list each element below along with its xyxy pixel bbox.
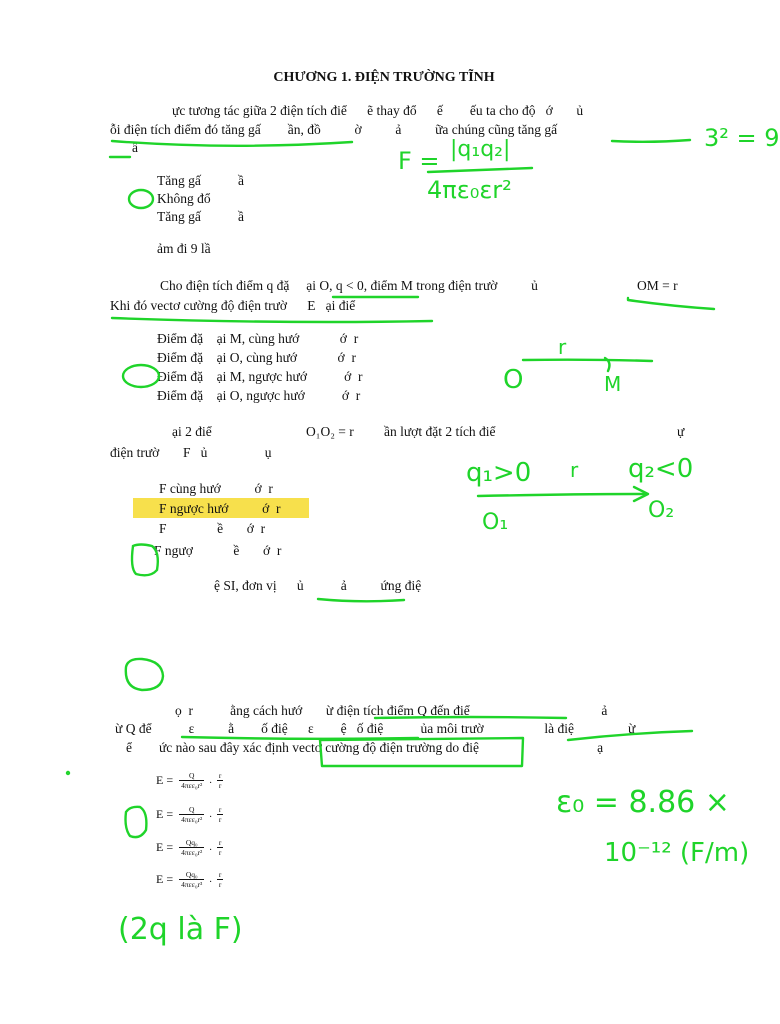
q1-option-b[interactable]: Không đổ <box>157 191 211 206</box>
circle-answer-q5 <box>126 807 147 837</box>
formula-tail-denominator: r <box>218 781 222 790</box>
q3-option-c[interactable]: F ề ớ r <box>159 521 266 536</box>
q2-option-c[interactable]: Điểm đặ ại M, ngược hướ ớ r <box>157 369 363 384</box>
underline-q1-a <box>112 141 352 146</box>
q5-line3: ể ức nào sau đây xác định vectơ cường độ điện trường do điệ ạ <box>126 740 604 755</box>
handwritten-note: (2q là F) <box>118 912 243 947</box>
q3-option-b[interactable]: F ngược hướ ớ r <box>159 501 281 516</box>
q1-option-d[interactable]: ảm đi 9 lầ <box>157 241 211 256</box>
formula-tail-numerator: r <box>218 870 222 879</box>
coulomb-fraction-bar <box>428 168 532 172</box>
chapter-title: CHƯƠNG 1. ĐIỆN TRƯỜNG TĨNH <box>273 70 495 85</box>
q1-option-c[interactable]: Tăng gấ ầ <box>157 209 244 224</box>
q3-line2: điện trườ F ủ ụ <box>110 445 272 460</box>
arrow-head <box>634 487 648 501</box>
q1-sign-note: q₁>0 <box>466 458 532 488</box>
q2-sign-note: q₂<0 <box>628 454 694 484</box>
diagram-arrow-o1o2 <box>478 494 646 496</box>
q3-line1c: ự <box>677 424 685 439</box>
diagram-label-o1: O₁ <box>482 510 509 535</box>
q3-line1b: ần lượt đặt 2 tích điể <box>384 424 496 439</box>
q5-line1: ọ r ằng cách hướ ừ điện tích điểm Q đến điể ả <box>175 703 608 718</box>
formula-numerator: Qq₀ <box>179 870 204 880</box>
q5-option-c[interactable]: E = $\frac{\text{Qq₀}}{\text{4πεε₀r²}}$ . $\frac{r}{r}$ <box>156 838 222 857</box>
formula-numerator: Q <box>179 805 204 815</box>
coulomb-numerator: |q₁q₂| <box>450 137 511 162</box>
formula-lhs: E = <box>156 807 174 821</box>
formula-lhs: E = <box>156 773 174 787</box>
circle-answer-q4 <box>126 659 163 690</box>
q4-line1: ệ SI, đơn vị ủ ả ứng điệ <box>214 578 422 593</box>
formula-tail-denominator: r <box>218 848 222 857</box>
underline-q4 <box>318 599 404 601</box>
q1-line2: ỗi điện tích điểm đó tăng gấ ần, đồ ờ ả ữa chúng cũng tăng gấ <box>110 122 558 137</box>
q1-line1: ực tương tác giữa 2 điện tích điể ẽ thay đổ ế ếu ta cho độ ớ ủ <box>172 103 584 118</box>
formula-denominator: 4πεε₀r² <box>181 815 203 824</box>
coulomb-denominator: 4πε₀εr² <box>427 176 512 204</box>
formula-tail-numerator: r <box>218 771 222 780</box>
formula-tail-denominator: r <box>218 815 222 824</box>
epsilon0-value-line1: ε₀ = 8.86 × <box>556 785 730 820</box>
formula-numerator: Q <box>179 771 204 781</box>
formula-tail-numerator: r <box>218 838 222 847</box>
formula-numerator: Qq₀ <box>179 838 204 848</box>
underline-q2-b <box>112 318 432 322</box>
diagram-label-r: r <box>558 335 567 359</box>
q3-vector-o1o2: O₁O₂ = r <box>306 424 354 439</box>
diagram-label-m: M <box>604 372 622 396</box>
diagram-label-o2: O₂ <box>648 498 675 523</box>
formula-tail-numerator: r <box>218 805 222 814</box>
formula-denominator: 4πεε₀r³ <box>181 880 203 889</box>
q1-line3: ầ <box>132 140 138 155</box>
circle-answer-q1 <box>129 190 153 208</box>
margin-dot <box>67 772 69 774</box>
coulomb-lhs: F = <box>398 147 440 175</box>
q3-option-d[interactable]: F ngượ ề ớ r <box>154 543 282 558</box>
diagram-label-o: O <box>503 365 524 395</box>
q2-vector-om: OM = r <box>637 278 678 293</box>
underline-q1-c <box>612 140 690 142</box>
epsilon0-value-line2: 10⁻¹² (F/m) <box>604 838 750 868</box>
formula-lhs: E = <box>156 840 174 854</box>
formula-denominator: 4πεε₀r² <box>181 781 203 790</box>
q2-option-a[interactable]: Điểm đặ ại M, cùng hướ ớ r <box>157 331 359 346</box>
q2-line2: Khi đó vectơ cường độ điện trườ E ại điể <box>110 298 356 313</box>
formula-tail-denominator: r <box>218 880 222 889</box>
q2-option-d[interactable]: Điểm đặ ại O, ngược hướ ớ r <box>157 388 361 403</box>
diagram-label-r2: r <box>570 458 579 482</box>
q2-option-b[interactable]: Điểm đặ ại O, cùng hướ ớ r <box>157 350 356 365</box>
circle-answer-q2 <box>123 365 159 387</box>
q3-option-a[interactable]: F cùng hướ ớ r <box>159 481 273 496</box>
three-squared-note: 3² = 9 <box>704 124 780 152</box>
diagram-tick <box>605 358 609 371</box>
q5-line2: ừ Q để ε ằ ố điệ ε ệ ố điệ ủa môi trườ là điệ ừ <box>115 721 636 736</box>
bracket-q2-om <box>628 298 714 309</box>
q3-line1a: ại 2 điể <box>172 424 212 439</box>
q1-option-a[interactable]: Tăng gấ ầ <box>157 173 244 188</box>
formula-lhs: E = <box>156 872 174 886</box>
underline-q5-b <box>182 737 418 739</box>
q2-line1: Cho điện tích điểm q đặ ại O, q < 0, điểm M trong điện trườ ủ <box>160 278 538 293</box>
q5-option-b[interactable]: E = $\frac{Q}{\text{4πεε₀r²}}$ . $\frac{r}{r}$ <box>156 805 222 824</box>
formula-denominator: 4πεε₀r² <box>181 848 203 857</box>
q5-option-d[interactable]: E = $\frac{\text{Qq₀}}{\text{4πεε₀r³}}$ . $\frac{r}{r}$ <box>156 870 222 889</box>
diagram-line-om <box>523 360 652 361</box>
q5-option-a[interactable]: E = $\frac{Q}{\text{4πεε₀r²}}$ . $\frac{r}{r}$ <box>156 771 222 790</box>
